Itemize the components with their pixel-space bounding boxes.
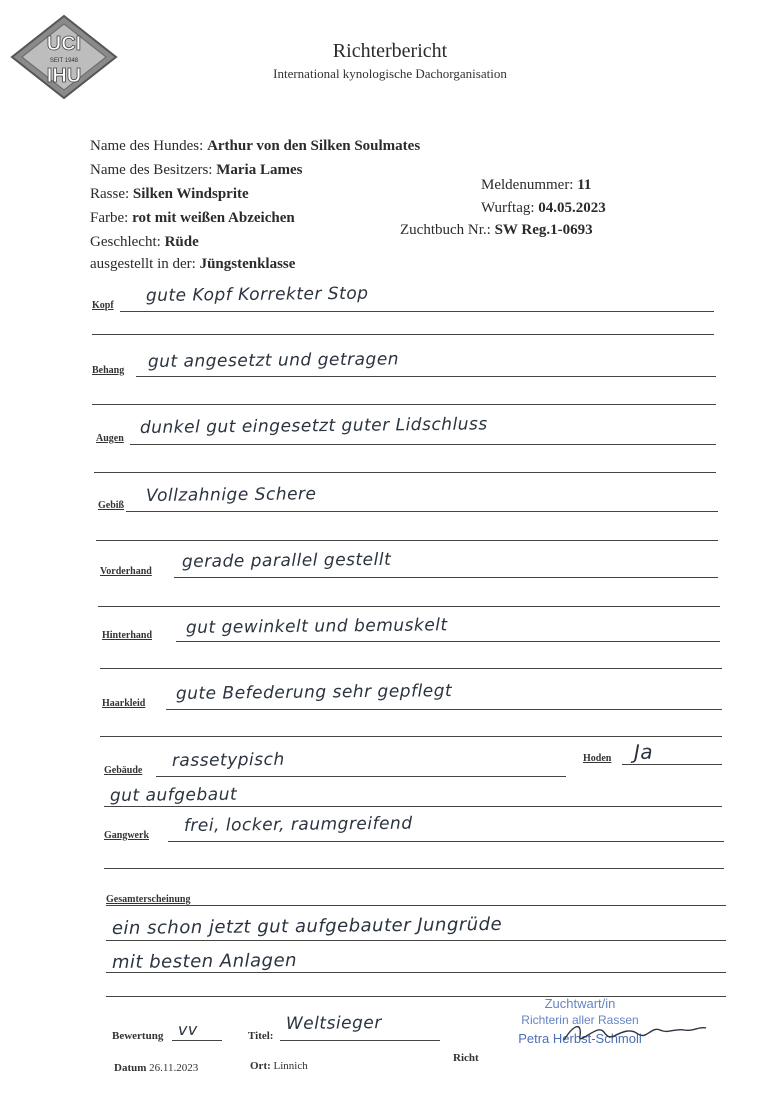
sex-label: Geschlecht: <box>90 234 161 250</box>
breed-row <box>90 186 249 203</box>
gesamterscheinung-value-1: ein schon jetzt gut aufgebauter Jungrüde <box>111 913 503 939</box>
bewertung-row <box>112 1030 163 1042</box>
color-row <box>90 210 295 227</box>
litter-value: 04.05.2023 <box>538 200 606 216</box>
titel-line <box>280 1040 440 1041</box>
studbook-value: SW Reg.1-0693 <box>494 222 593 238</box>
stamp-line-1: Zuchtwart/in <box>544 996 616 1011</box>
behang-value: gut angesetzt und getragen <box>147 349 400 372</box>
sex-value: Rüde <box>164 234 199 250</box>
color-value: rot mit weißen Abzeichen <box>132 210 295 226</box>
augen-value: dunkel gut eingesetzt guter Lidschluss <box>139 414 488 438</box>
entry-value: 11 <box>577 177 592 193</box>
stamp-line-2: Richterin aller Rassen <box>521 1013 639 1027</box>
blank-line <box>96 540 718 541</box>
behang-line <box>136 376 716 377</box>
dog-name-label: Name des Hundes: <box>90 138 204 154</box>
studbook-row <box>400 222 593 239</box>
kopf-label: Kopf <box>92 300 114 311</box>
dog-name-value: Arthur von den Silken Soulmates <box>207 138 421 154</box>
gebaeude-line <box>156 776 566 777</box>
richter-label: Richt <box>453 1052 479 1064</box>
ort-row <box>250 1060 308 1072</box>
blank-line <box>92 404 716 405</box>
logo-text-bottom: IHU <box>46 65 82 87</box>
ort-label: Ort: <box>250 1060 271 1072</box>
datum-row <box>114 1062 198 1074</box>
kopf-line <box>120 311 714 312</box>
owner-value: Maria Lames <box>216 162 303 178</box>
vorderhand-label: Vorderhand <box>100 566 152 577</box>
blank-line <box>98 606 720 607</box>
datum-label: Datum <box>114 1062 147 1074</box>
hinterhand-line <box>176 641 720 642</box>
blank-line <box>94 472 716 473</box>
kopf-value: gute Kopf Korrekter Stop <box>145 283 369 306</box>
gangwerk-line <box>168 841 724 842</box>
blank-line <box>104 806 722 807</box>
dog-name-row <box>90 138 420 155</box>
logo-text-top: UCI <box>46 33 82 55</box>
entry-label: Meldenummer: <box>481 177 574 193</box>
class-label: ausgestellt in der: <box>90 256 196 272</box>
bewertung-value: vv <box>177 1019 198 1039</box>
class-value: Jüngstenklasse <box>199 256 296 272</box>
blank-line <box>106 940 726 941</box>
gesamterscheinung-label: Gesamterscheinung <box>106 894 191 905</box>
bewertung-line <box>172 1040 222 1041</box>
breed-label: Rasse: <box>90 186 130 202</box>
gesamterscheinung-value-2: mit besten Anlagen <box>111 950 298 973</box>
gebiss-value: Vollzahnige Schere <box>145 484 317 506</box>
haarkleid-value: gute Befederung sehr gepflegt <box>175 681 453 704</box>
gangwerk-value: frei, locker, raumgreifend <box>183 813 413 836</box>
page-subtitle: International kynologische Dachorganisation <box>273 66 507 81</box>
owner-label: Name des Besitzers: <box>90 162 213 178</box>
datum-value: 26.11.2023 <box>149 1062 199 1074</box>
uci-ihu-logo <box>10 14 118 100</box>
gebiss-line <box>126 511 718 512</box>
judge-signature <box>560 1018 710 1048</box>
augen-label: Augen <box>96 433 124 444</box>
gangwerk-label: Gangwerk <box>104 830 149 841</box>
gebaeude-value: rassetypisch <box>171 749 285 771</box>
vorderhand-line <box>174 577 718 578</box>
gebiss-label: Gebiß <box>98 500 125 511</box>
breed-value: Silken Windsprite <box>132 186 249 202</box>
owner-row <box>90 162 302 179</box>
ort-value: Linnich <box>273 1060 308 1072</box>
litter-label: Wurftag: <box>481 200 535 216</box>
hoden-line <box>622 764 722 765</box>
blank-line <box>100 736 722 737</box>
vorderhand-value: gerade parallel gestellt <box>181 549 392 572</box>
blank-line <box>100 668 722 669</box>
studbook-label: Zuchtbuch Nr.: <box>400 222 491 238</box>
blank-line <box>92 334 714 335</box>
hoden-label: Hoden <box>583 753 612 764</box>
gebaeude-label: Gebäude <box>104 765 143 776</box>
titel-value: Weltsieger <box>285 1012 382 1034</box>
augen-line <box>130 444 716 445</box>
blank-line <box>106 972 726 973</box>
titel-row <box>248 1030 273 1042</box>
behang-label: Behang <box>92 365 125 376</box>
litter-row <box>481 200 606 217</box>
class-row <box>90 256 295 273</box>
haarkleid-label: Haarkleid <box>102 698 146 709</box>
gebaeude-value-2: gut aufgebaut <box>109 784 238 806</box>
entry-row <box>481 177 591 194</box>
stamp-line-3: Petra Herbst-Schmoll <box>518 1031 642 1046</box>
sex-row <box>90 234 199 251</box>
richter-row <box>453 1052 479 1064</box>
logo-text-mid: SEIT 1948 <box>49 58 79 64</box>
page-title: Richterbericht <box>332 40 448 62</box>
titel-label: Titel: <box>248 1030 274 1042</box>
gesamterscheinung-line <box>106 905 726 906</box>
bewertung-label: Bewertung <box>112 1030 164 1042</box>
blank-line <box>104 868 724 869</box>
color-label: Farbe: <box>90 210 129 226</box>
hoden-value: Ja <box>633 739 654 764</box>
hinterhand-value: gut gewinkelt und bemuskelt <box>185 615 448 638</box>
haarkleid-line <box>166 709 722 710</box>
hinterhand-label: Hinterhand <box>102 630 153 641</box>
